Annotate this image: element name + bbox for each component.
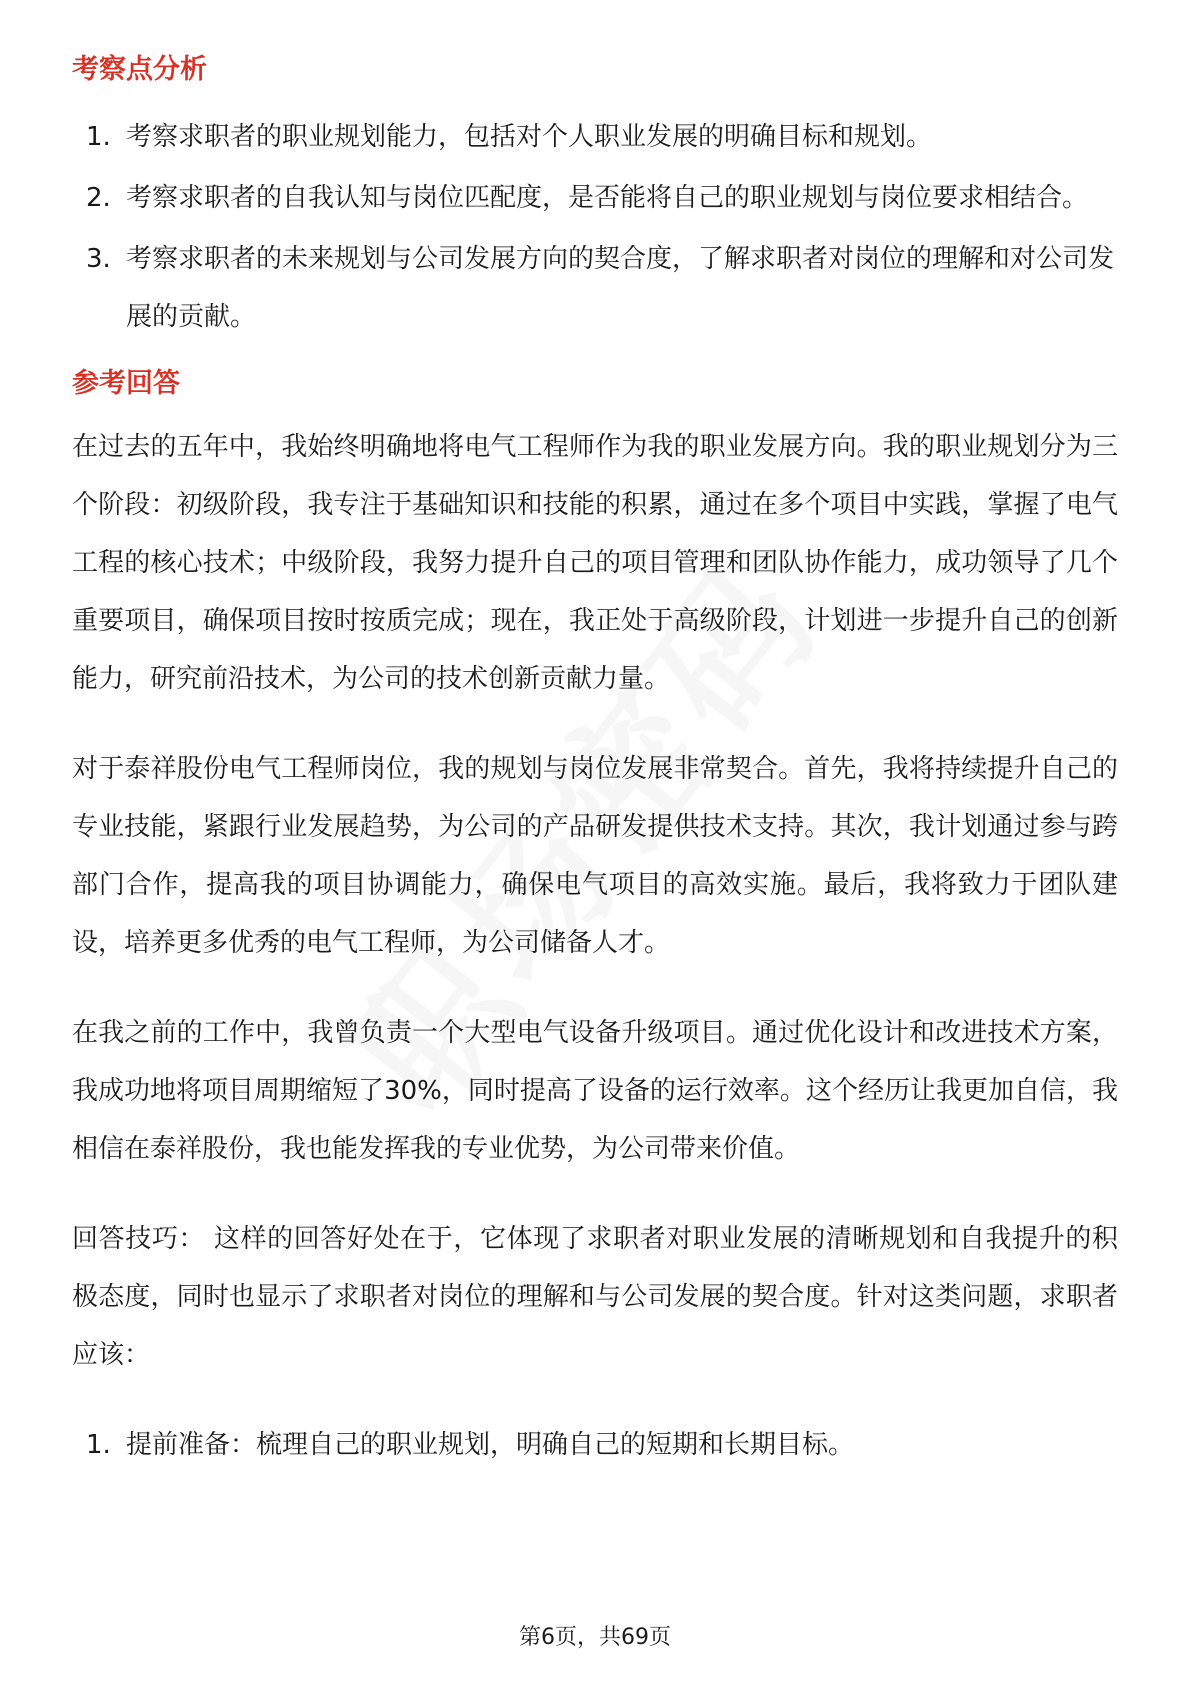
analysis-item <box>72 230 1118 346</box>
answer-paragraph: 在过去的五年中，我始终明确地将电气工程师作为我的职业发展方向。我的职业规划分为三个阶段：初级阶段，我专注于基础知识和技能的积累，通过在多个项目中实践，掌握了电气工程的核心技术；中级阶段，我努力提升自己的项目管理和团队协作能力，成功领导了几个重要项目，确保项目按时按质完成；现在，我正处于高级阶段，计划进一步提升自己的创新能力，研究前沿技术，为公司的技术创新贡献力量。 <box>72 432 1118 694</box>
analysis-item-text: 考察求职者的职业规划能力，包括对个人职业发展的明确目标和规划。 <box>126 122 933 152</box>
tip-item-text: 提前准备：梳理自己的职业规划，明确自己的短期和长期目标。 <box>126 1430 855 1460</box>
answer-heading: 参考回答 <box>72 368 180 399</box>
analysis-list <box>72 108 1118 346</box>
analysis-item-text: 考察求职者的自我认知与岗位匹配度，是否能将自己的职业规划与岗位要求相结合。 <box>126 183 1089 213</box>
page-footer: 第6页，共69页 <box>519 1625 671 1650</box>
list-number: 1. <box>86 1430 111 1460</box>
list-number: 2. <box>86 183 111 213</box>
analysis-heading: 考察点分析 <box>72 54 207 85</box>
analysis-item <box>72 108 1118 166</box>
answer-paragraph: 在我之前的工作中，我曾负责一个大型电气设备升级项目。通过优化设计和改进技术方案，我成功地将项目周期缩短了30%，同时提高了设备的运行效率。这个经历让我更加自信，我相信在泰祥股份，我也能发挥我的专业优势，为公司带来价值。 <box>72 1018 1118 1164</box>
list-number: 3. <box>86 244 111 274</box>
answer-tips-paragraph: 回答技巧： 这样的回答好处在于，它体现了求职者对职业发展的清晰规划和自我提升的积极态度，同时也显示了求职者对岗位的理解和与公司发展的契合度。针对这类问题，求职者应该： <box>72 1224 1118 1370</box>
tips-list <box>72 1416 1118 1474</box>
analysis-item <box>72 169 1118 227</box>
list-number: 1. <box>86 122 111 152</box>
tip-item <box>72 1416 1118 1474</box>
answer-paragraph: 对于泰祥股份电气工程师岗位，我的规划与岗位发展非常契合。首先，我将持续提升自己的专业技能，紧跟行业发展趋势，为公司的产品研发提供技术支持。其次，我计划通过参与跨部门合作，提高我的项目协调能力，确保电气项目的高效实施。最后，我将致力于团队建设，培养更多优秀的电气工程师，为公司储备人才。 <box>72 754 1118 958</box>
page-content <box>72 50 1118 1474</box>
analysis-item-text: 考察求职者的未来规划与公司发展方向的契合度，了解求职者对岗位的理解和对公司发展的贡献。 <box>126 244 1115 332</box>
